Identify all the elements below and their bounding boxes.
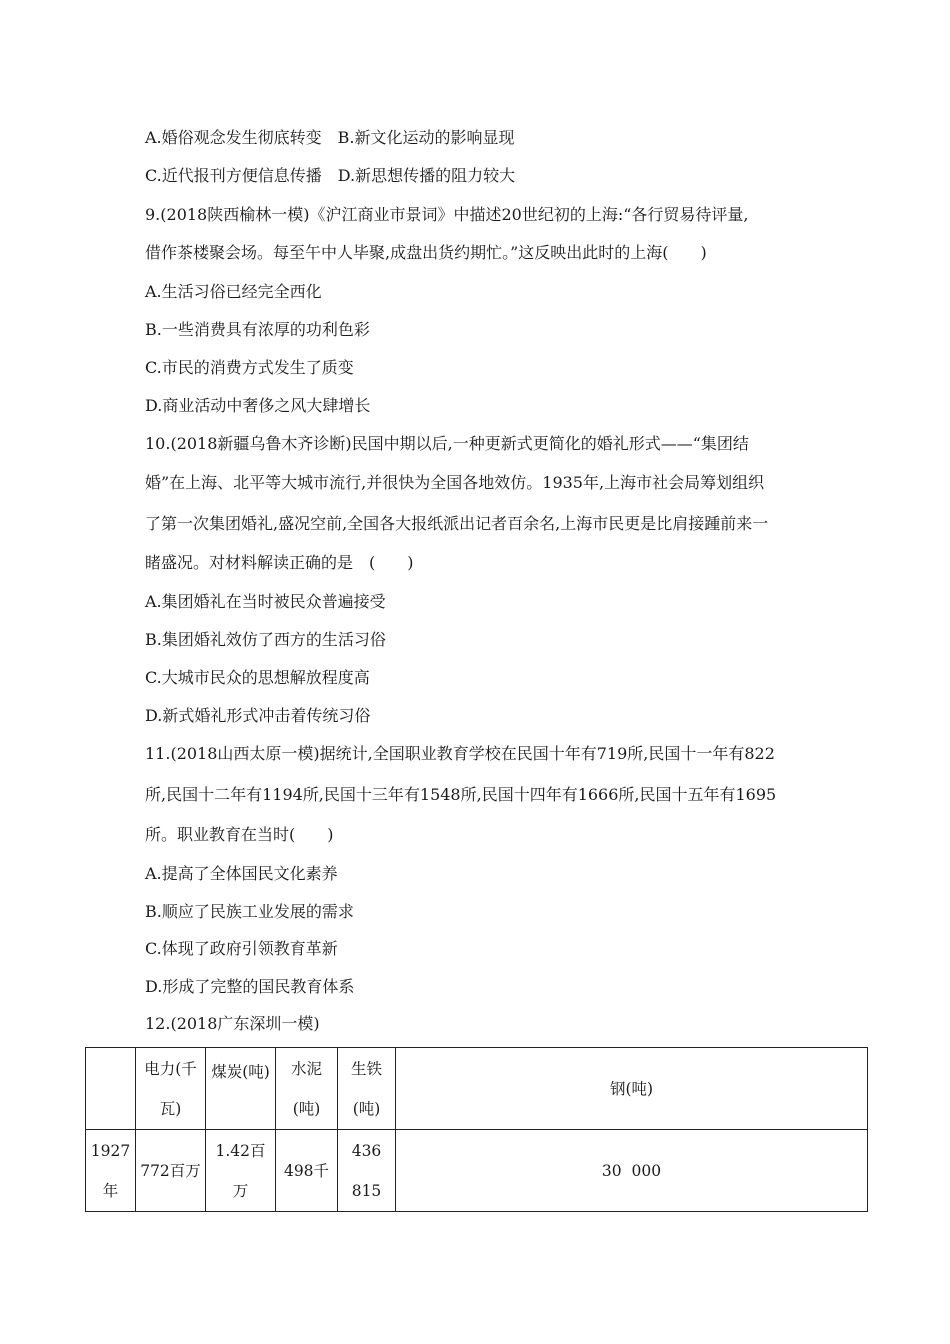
option-10a: A.集团婚礼在当时被民众普遍接受 bbox=[145, 592, 386, 611]
option-10b: B.集团婚礼效仿了西方的生活习俗 bbox=[145, 630, 386, 649]
cell-iron-line-1: 436 bbox=[351, 1141, 382, 1160]
option-11c: C.体现了政府引领教育革新 bbox=[145, 939, 338, 958]
cell-electricity-value: 772百万 bbox=[140, 1161, 201, 1180]
cell-cement-value: 498千 bbox=[283, 1161, 330, 1180]
cell-iron-line-2: 815 bbox=[351, 1181, 382, 1200]
header-cement-line-2: (吨) bbox=[292, 1099, 321, 1118]
table-row bbox=[86, 1130, 868, 1212]
option-9d: D.商业活动中奢侈之风大肆增长 bbox=[145, 396, 371, 415]
cell-year bbox=[86, 1130, 136, 1212]
question-9-line-1: 9.(2018陕西榆林一模)《沪江商业市景词》中描述20世纪初的上海:“各行贸易待评量, bbox=[145, 205, 749, 224]
header-electricity-line-1: 电力(千 bbox=[144, 1059, 197, 1078]
cell-cement bbox=[276, 1130, 338, 1212]
question-11-line-3: 所。职业教育在当时( ) bbox=[145, 825, 334, 844]
cell-coal-line-1: 1.42百 bbox=[215, 1141, 266, 1160]
option-8a-8b: A.婚俗观念发生彻底转变 B.新文化运动的影响显现 bbox=[145, 128, 515, 147]
question-10-line-3: 了第一次集团婚礼,盛况空前,全国各大报纸派出记者百余名,上海市民更是比肩接踵前来一 bbox=[145, 514, 769, 533]
header-coal-label: 煤炭(吨) bbox=[211, 1063, 270, 1081]
cell-electricity bbox=[136, 1130, 206, 1212]
cell-iron bbox=[338, 1130, 396, 1212]
header-cement bbox=[276, 1048, 338, 1130]
cell-coal-line-2: 万 bbox=[232, 1181, 249, 1200]
cell-coal bbox=[206, 1130, 276, 1212]
header-cement-line-1: 水泥 bbox=[290, 1059, 322, 1078]
question-12-heading: 12.(2018广东深圳一模) bbox=[145, 1014, 320, 1033]
header-steel bbox=[396, 1048, 868, 1130]
header-iron-line-2: (吨) bbox=[352, 1099, 381, 1118]
question-10-line-4: 睹盛况。对材料解读正确的是 ( ) bbox=[145, 553, 414, 572]
cell-steel bbox=[396, 1130, 868, 1212]
table-header-row bbox=[86, 1048, 868, 1130]
option-9a: A.生活习俗已经完全西化 bbox=[145, 282, 322, 301]
option-11b: B.顺应了民族工业发展的需求 bbox=[145, 902, 354, 921]
question-9-line-2: 借作茶楼聚会场。每至午中人毕聚,成盘出货约期忙。”这反映出此时的上海( ) bbox=[145, 243, 707, 262]
option-10d: D.新式婚礼形式冲击着传统习俗 bbox=[145, 706, 371, 725]
header-iron bbox=[338, 1048, 396, 1130]
header-coal bbox=[206, 1048, 276, 1130]
option-8c-8d: C.近代报刊方便信息传播 D.新思想传播的阻力较大 bbox=[145, 166, 516, 185]
question-11-line-2: 所,民国十二年有1194所,民国十三年有1548所,民国十四年有1666所,民国十五年有1695 bbox=[145, 785, 777, 804]
header-steel-label: 钢(吨) bbox=[609, 1079, 654, 1098]
question-10-line-2: 婚”在上海、北平等大城市流行,并很快为全国各地效仿。1935年,上海市社会局筹划组织 bbox=[145, 473, 765, 492]
question-11-line-1: 11.(2018山西太原一模)据统计,全国职业教育学校在民国十年有719所,民国十一年有822 bbox=[145, 744, 775, 763]
header-cell-empty bbox=[86, 1048, 136, 1130]
question-10-line-1: 10.(2018新疆乌鲁木齐诊断)民国中期以后,一种更新式更简化的婚礼形式——“集团结 bbox=[145, 434, 749, 453]
header-iron-line-1: 生铁 bbox=[350, 1059, 382, 1078]
industry-output-table bbox=[85, 1047, 868, 1212]
option-9c: C.市民的消费方式发生了质变 bbox=[145, 358, 354, 377]
header-electricity bbox=[136, 1048, 206, 1130]
option-9b: B.一些消费具有浓厚的功利色彩 bbox=[145, 320, 370, 339]
option-11a: A.提高了全体国民文化素养 bbox=[145, 864, 338, 883]
option-10c: C.大城市民众的思想解放程度高 bbox=[145, 668, 370, 687]
cell-year-line-2: 年 bbox=[102, 1181, 119, 1200]
cell-year-line-1: 1927 bbox=[90, 1141, 131, 1160]
header-electricity-line-2: 瓦) bbox=[159, 1099, 182, 1118]
option-11d: D.形成了完整的国民教育体系 bbox=[145, 977, 355, 996]
cell-steel-value: 30 000 bbox=[601, 1161, 662, 1180]
